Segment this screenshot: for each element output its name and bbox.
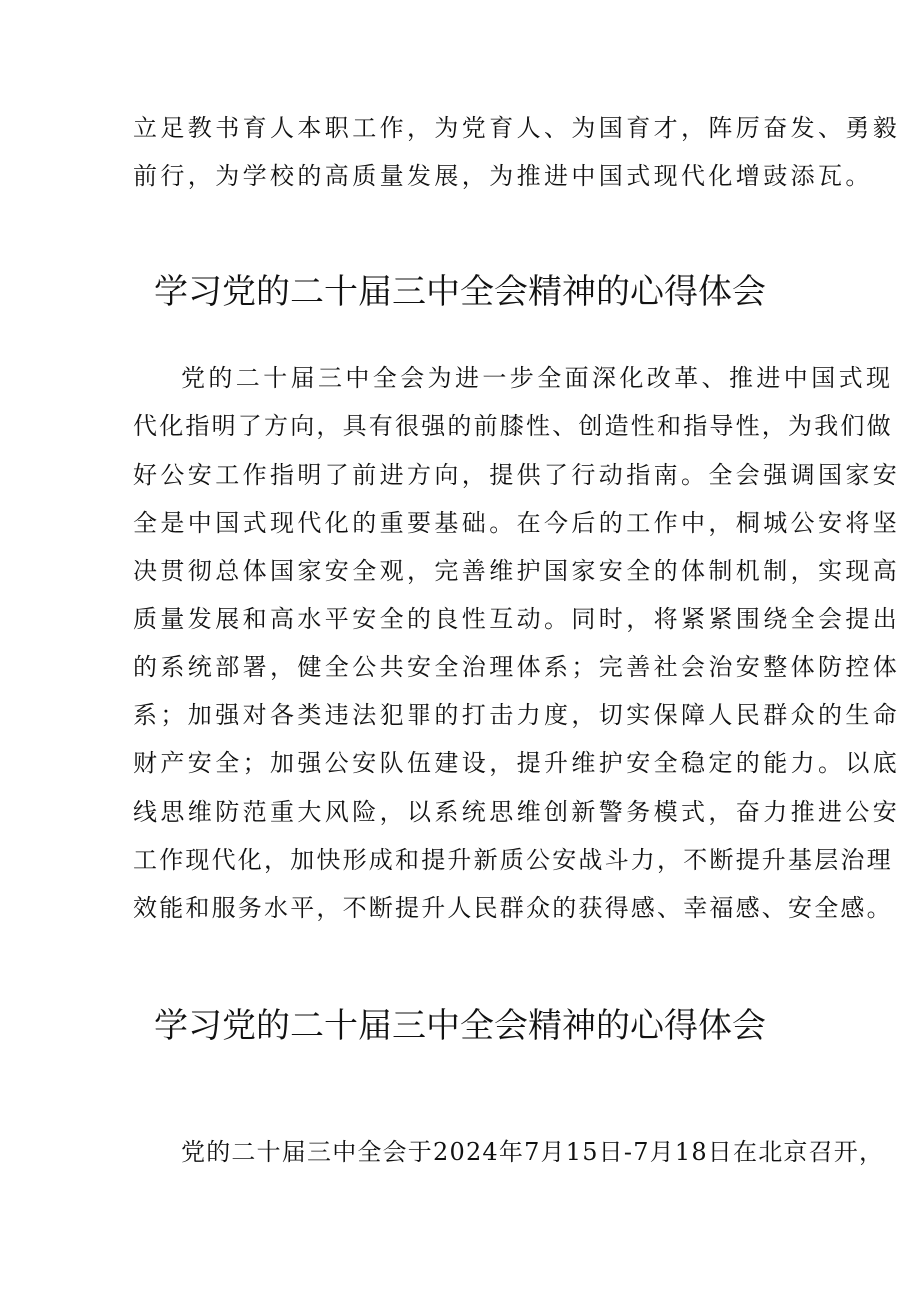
section-1-line-9: 财产安全；加强公安队伍建设，提升维护安全稳定的能力。以底: [133, 749, 901, 777]
section-1-line-2: 代化指明了方向，具有很强的前膝性、创造性和指导性，为我们做: [133, 412, 893, 440]
section-1-line-10: 线思维防范重大风险，以系统思维创新警务模式，奋力推进公安: [133, 798, 901, 826]
section-2-title: 学习党的二十届三中全会精神的心得体会: [154, 1006, 766, 1046]
section-1-line-4: 全是中国式现代化的重要基础。在今后的工作中，桐城公安将坚: [133, 509, 901, 537]
section-1-line-12: 效能和服务水平，不断提升人民群众的获得感、幸福感、安全感。: [133, 894, 893, 922]
section-1-line-5: 决贯彻总体国家安全观，完善维护国家安全的体制机制，实现高: [133, 557, 901, 585]
section-2-line-1: 党的二十届三中全会于2024年7月15日-7月18日在北京召开，: [181, 1138, 885, 1166]
section-1-line-11: 工作现代化，加快形成和提升新质公安战斗力，不断提升基层治理: [133, 846, 893, 874]
section-1-title: 学习党的二十届三中全会精神的心得体会: [154, 272, 766, 312]
section-1-line-3: 好公安工作指明了前进方向，提供了行动指南。全会强调国家安: [133, 461, 901, 489]
section-1-line-6: 质量发展和高水平安全的良性互动。同时，将紧紧围绕全会提出: [133, 605, 901, 633]
section-1-line-8: 系；加强对各类违法犯罪的打击力度，切实保障人民群众的生命: [133, 701, 901, 729]
section-1-line-7: 的系统部署，健全公共安全治理体系；完善社会治安整体防控体: [133, 653, 901, 681]
intro-paragraph-line-2: 前行，为学校的高质量发展，为推进中国式现代化增豉添瓦。: [133, 162, 873, 190]
intro-paragraph-line-1: 立足教书育人本职工作，为党育人、为国育才，阵厉奋发、勇毅: [133, 114, 901, 142]
section-1-line-1: 党的二十届三中全会为进一步全面深化改革、推进中国式现: [181, 364, 894, 392]
